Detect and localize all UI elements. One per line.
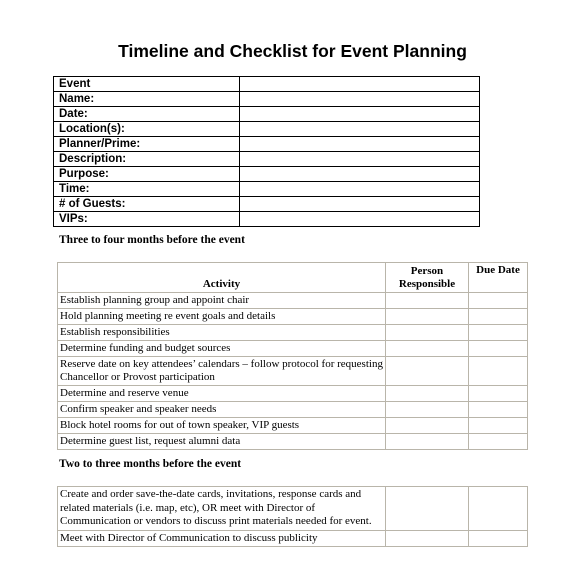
info-row <box>54 92 480 107</box>
person-responsible-cell[interactable] <box>386 386 469 402</box>
activity-cell: Determine funding and budget sources <box>58 341 386 357</box>
info-value-field[interactable] <box>240 197 480 212</box>
info-row <box>54 77 480 92</box>
activity-cell: Establish planning group and appoint chair <box>58 293 386 309</box>
person-responsible-cell[interactable] <box>386 293 469 309</box>
activity-cell: Create and order save-the-date cards, invitations, response cards and related materials (i.e. map, etc), OR meet with Director of Communication or vendors to discuss print materials needed for event. <box>58 487 386 531</box>
info-row <box>54 137 480 152</box>
person-responsible-header: Person Responsible <box>386 263 469 293</box>
info-label: # of Guests: <box>54 197 240 212</box>
activity-cell: Reserve date on key attendees’ calendars – follow protocol for requesting Chancellor or Provost participation <box>58 357 386 386</box>
info-label: Location(s): <box>54 122 240 137</box>
table-row <box>58 386 528 402</box>
table-row <box>58 341 528 357</box>
info-row <box>54 182 480 197</box>
info-row <box>54 212 480 227</box>
due-date-cell[interactable] <box>469 418 528 434</box>
info-label: VIPs: <box>54 212 240 227</box>
due-date-cell[interactable] <box>469 530 528 547</box>
table-row <box>58 402 528 418</box>
activity-cell: Block hotel rooms for out of town speaker, VIP guests <box>58 418 386 434</box>
table-row <box>58 357 528 386</box>
table-row <box>58 309 528 325</box>
table-row <box>58 530 528 547</box>
info-value-field[interactable] <box>240 152 480 167</box>
info-label: Name: <box>54 92 240 107</box>
activity-header: Activity <box>58 263 386 293</box>
info-label: Time: <box>54 182 240 197</box>
table-row <box>58 293 528 309</box>
document-title: Timeline and Checklist for Event Planning <box>118 41 467 61</box>
due-date-cell[interactable] <box>469 434 528 450</box>
section-heading-two-three-months: Two to three months before the event <box>59 458 242 470</box>
info-label: Date: <box>54 107 240 122</box>
info-value-field[interactable] <box>240 182 480 197</box>
info-value-field[interactable] <box>240 137 480 152</box>
activity-cell: Determine guest list, request alumni data <box>58 434 386 450</box>
activity-cell: Establish responsibilities <box>58 325 386 341</box>
checklist-table-three-four-months <box>57 262 528 450</box>
due-date-cell[interactable] <box>469 309 528 325</box>
info-row <box>54 122 480 137</box>
info-value-field[interactable] <box>240 77 480 92</box>
info-label: Description: <box>54 152 240 167</box>
due-date-cell[interactable] <box>469 341 528 357</box>
person-responsible-cell[interactable] <box>386 487 469 531</box>
info-row <box>54 167 480 182</box>
event-info-table <box>53 76 480 227</box>
info-label: Planner/Prime: <box>54 137 240 152</box>
person-responsible-cell[interactable] <box>386 341 469 357</box>
person-responsible-cell[interactable] <box>386 418 469 434</box>
due-date-cell[interactable] <box>469 386 528 402</box>
info-row <box>54 197 480 212</box>
table-row <box>58 434 528 450</box>
person-responsible-cell[interactable] <box>386 530 469 547</box>
info-value-field[interactable] <box>240 122 480 137</box>
info-row <box>54 107 480 122</box>
due-date-cell[interactable] <box>469 325 528 341</box>
table-row <box>58 325 528 341</box>
section-heading-three-four-months: Three to four months before the event <box>59 234 245 246</box>
due-date-cell[interactable] <box>469 293 528 309</box>
person-responsible-cell[interactable] <box>386 309 469 325</box>
due-date-cell[interactable] <box>469 487 528 531</box>
activity-cell: Meet with Director of Communication to discuss publicity <box>58 530 386 547</box>
activity-cell: Hold planning meeting re event goals and details <box>58 309 386 325</box>
due-date-cell[interactable] <box>469 402 528 418</box>
table-row <box>58 418 528 434</box>
info-value-field[interactable] <box>240 92 480 107</box>
activity-cell: Determine and reserve venue <box>58 386 386 402</box>
info-value-field[interactable] <box>240 107 480 122</box>
person-responsible-cell[interactable] <box>386 402 469 418</box>
info-row <box>54 152 480 167</box>
person-responsible-cell[interactable] <box>386 434 469 450</box>
info-label: Event <box>54 77 240 92</box>
due-date-cell[interactable] <box>469 357 528 386</box>
table-row <box>58 487 528 531</box>
info-label: Purpose: <box>54 167 240 182</box>
info-value-field[interactable] <box>240 167 480 182</box>
activity-cell: Confirm speaker and speaker needs <box>58 402 386 418</box>
person-responsible-cell[interactable] <box>386 325 469 341</box>
checklist-table-two-three-months <box>57 486 528 547</box>
due-date-header: Due Date <box>469 263 528 293</box>
person-responsible-cell[interactable] <box>386 357 469 386</box>
info-value-field[interactable] <box>240 212 480 227</box>
